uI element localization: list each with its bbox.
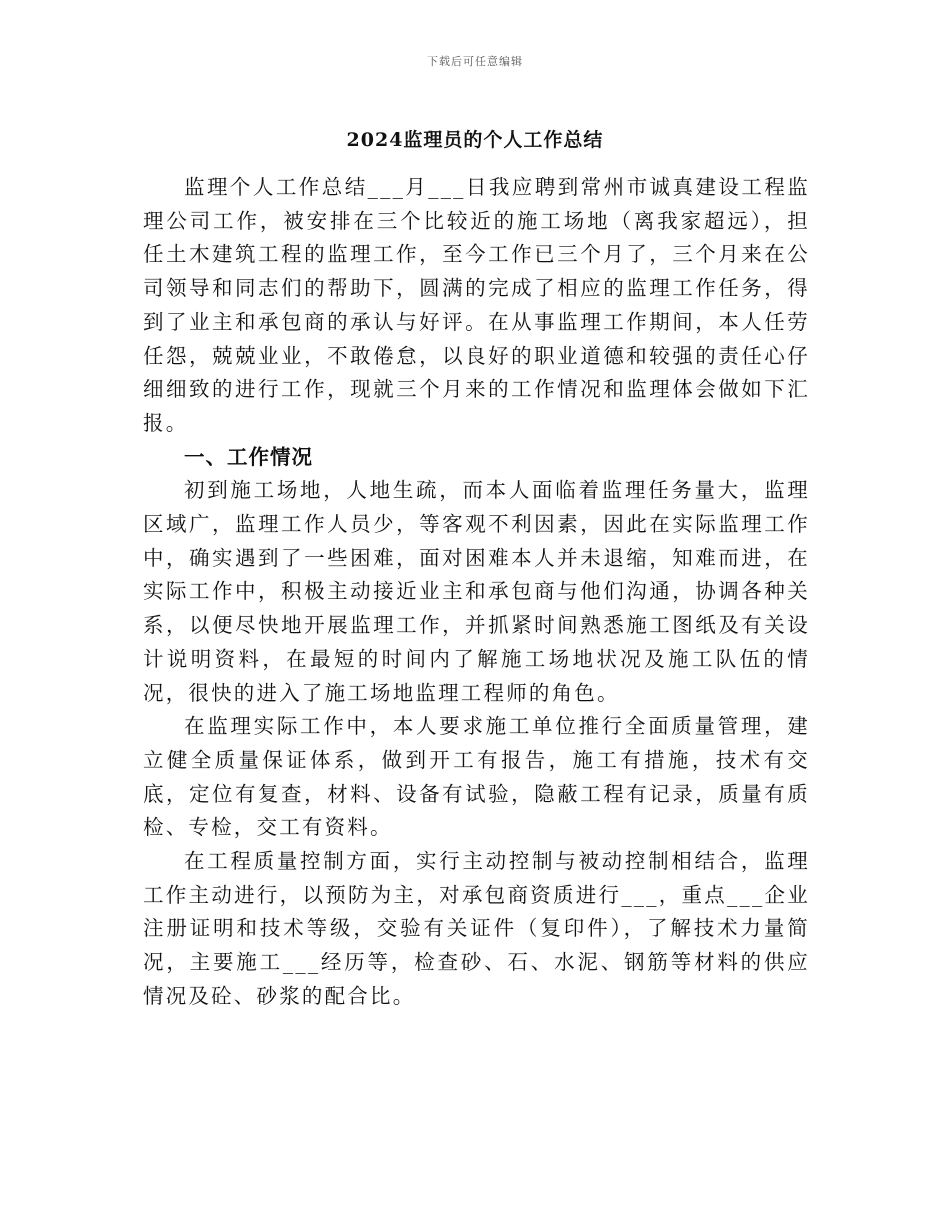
document-body [143, 171, 810, 1014]
section-heading-work-situation: 一、工作情况 [184, 444, 313, 469]
paragraph-arrival: 初到施工场地，人地生疏，而本人面临着监理任务量大，监理区域广，监理工作人员少，等客观不利因素，因此在实际监理工作中，确实遇到了一些困难，面对困难本人并未退缩，知难而进，在实际工作中，积极主动接近业主和承包商与他们沟通，协调各种关系，以便尽快地开展监理工作，并抓紧时间熟悉施工图纸及有关设计说明资料，在最短的时间内了解施工场地状况及施工队伍的情况，很快的进入了施工场地监理工程师的角色。 [143, 478, 810, 705]
paragraph-quality-management: 在监理实际工作中，本人要求施工单位推行全面质量管理，建立健全质量保证体系，做到开工有报告，施工有措施，技术有交底，定位有复查，材料、设备有试验，隐蔽工程有记录，质量有质检、专检，交工有资料。 [143, 714, 810, 840]
paragraph-quality-control: 在工程质量控制方面，实行主动控制与被动控制相结合，监理工作主动进行，以预防为主，对承包商资质进行___，重点___企业注册证明和技术等级，交验有关证件（复印件），了解技术力量简况，主要施工___经历等，检查砂、石、水泥、钢筋等材料的供应情况及砼、砂浆的配合比。 [143, 849, 810, 1008]
header-note: 下载后可任意编辑 [427, 55, 523, 68]
paragraph-intro: 监理个人工作总结___月___日我应聘到常州市诚真建设工程监理公司工作，被安排在三个比较近的施工场地（离我家超远），担任土木建筑工程的监理工作，至今工作已三个月了，三个月来在公司领导和同志们的帮助下，圆满的完成了相应的监理工作任务，得到了业主和承包商的承认与好评。在从事监理工作期间，本人任劳任怨，兢兢业业，不敢倦怠，以良好的职业道德和较强的责任心仔细细致的进行工作，现就三个月来的工作情况和监理体会做如下汇报。 [143, 175, 810, 435]
document-title: 2024监理员的个人工作总结 [346, 129, 604, 151]
